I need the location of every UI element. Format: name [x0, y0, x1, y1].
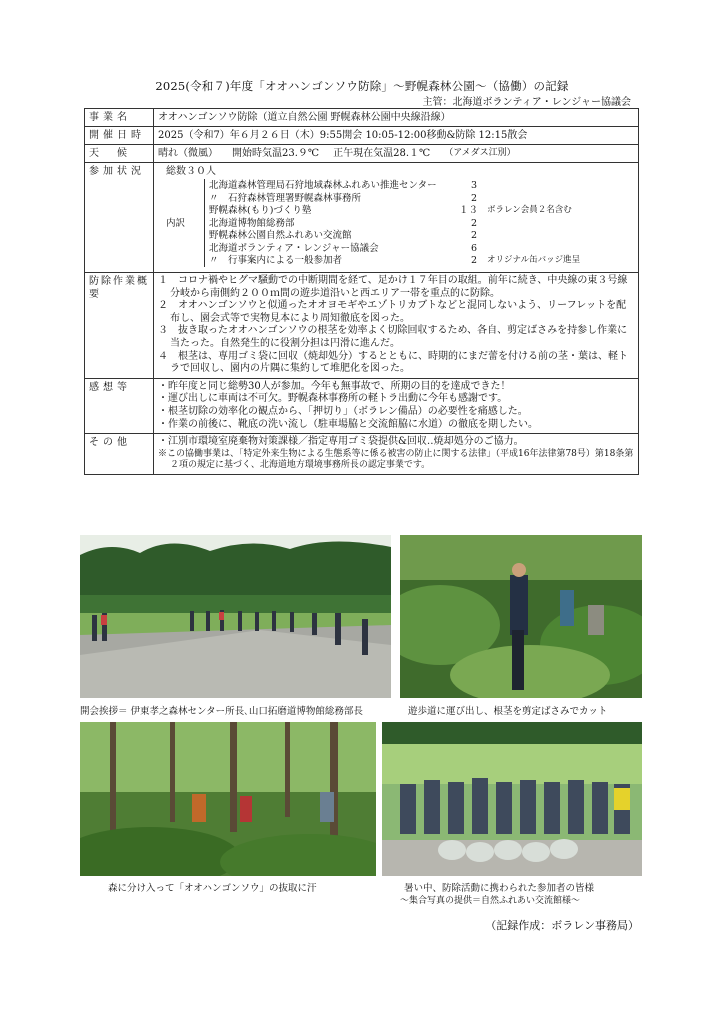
label-impressions: 感想等	[85, 378, 154, 433]
label-outline: 防除作業概要	[85, 273, 154, 379]
caption-group-sub: 〜集合写真の提供＝自然ふれあい交流館様〜	[400, 896, 581, 906]
photo-opening-image	[80, 535, 391, 698]
row-outline	[85, 273, 639, 379]
value-date: 2025（令和7）年６月２６日（木）9:55開会 10:05-12:00移動&防除 12:15散会	[154, 127, 639, 145]
photo-forest	[80, 722, 376, 876]
value-outline	[154, 273, 639, 379]
photo-cutting	[400, 535, 642, 698]
impression-item: ・作業の前後に、靴底の洗い流し（駐車場脇と交流館脇に水道）の徹底を期したい。	[158, 418, 538, 430]
page-title: 2025(令和７)年度「オオハンゴンソウ防除」〜野幌森林公園〜（協働）の記録	[155, 79, 569, 93]
value-other	[154, 434, 639, 475]
breakdown-label: 内訳	[166, 218, 186, 229]
weather-start-temp: 開始時気温23.９℃	[232, 148, 320, 159]
weather-noon-temp: 正午現在気温28.１℃	[333, 148, 431, 159]
row-project	[85, 109, 639, 127]
value-impressions	[154, 378, 639, 433]
outline-item: ２ オオハンゴンソウと似通ったオオヨモギやエゾトリカブトなどと混同しないよう、リーフレットを配布し、園会式等で実物見本により周知徹底を図った。	[158, 300, 627, 324]
organizer-line: 主管：北海道ボランティア・レンジャー協議会	[422, 97, 631, 108]
label-other: その他	[85, 434, 154, 475]
participant-row: 〃 石狩森林管理署野幌森林事務所 2	[209, 192, 477, 204]
footer-author: （記録作成：ボラレン事務局）	[485, 919, 639, 932]
label-participation: 参加状況	[85, 163, 154, 273]
participant-row: 北海道博物館総務部 2	[209, 217, 477, 229]
value-weather	[154, 145, 639, 163]
other-note: ※この協働事業は、「特定外来生物による生態系等に係る被害の防止に関する法律」（平成16年法律第78号）第18条第２項の規定に基づく、北海道地方環境事務所長の認定事業です。	[158, 448, 634, 471]
weather-source: （アメダス江別）	[444, 148, 516, 158]
value-participation	[154, 163, 639, 273]
photo-group-image	[382, 722, 642, 876]
row-weather	[85, 145, 639, 163]
participant-list	[204, 179, 580, 267]
row-impressions	[85, 378, 639, 433]
caption-group: 暑い中、防除活動に携わられた参加者の皆様	[404, 883, 595, 894]
value-project: オオハンゴンソウ防除（道立自然公園 野幌森林公園中央線沿線）	[154, 109, 639, 127]
label-weather: 天 候	[85, 145, 154, 163]
participant-row: 北海道森林管理局石狩地域森林ふれあい推進センター 3	[209, 180, 477, 191]
row-participation	[85, 163, 639, 273]
row-other	[85, 434, 639, 475]
impression-item: ・運び出しに車両は不可欠。野幌森林事務所の軽トラ出動に今年も感謝です。	[158, 393, 508, 405]
photo-group	[382, 722, 642, 876]
photo-forest-image	[80, 722, 376, 876]
label-project: 事業名	[85, 109, 154, 127]
photo-opening	[80, 535, 391, 698]
outline-item: ３ 抜き取ったオオハンゴンソウの根茎を効率よく切除回収するため、各自、剪定ばさみを持参し作業に当たった。自然発生的に役割分担は円滑に進んだ。	[158, 325, 628, 349]
weather-condition: 晴れ（微風）	[158, 148, 218, 159]
label-date: 開催日時	[85, 127, 154, 145]
participant-row: 野幌森林公園自然ふれあい交流館 2	[209, 230, 477, 241]
participant-row: 北海道ボランティア・レンジャー協議会 6	[209, 242, 477, 254]
record-table	[84, 108, 639, 475]
outline-item: １ コロナ禍やヒグマ騒動での中断期間を経て、足かけ１７年目の取組。前年に続き、中央線の東３号線分岐から南側約２００ｍ間の遊歩道沿いと西エリア一帯を重点的に防除。	[158, 275, 628, 299]
participant-row: 〃 行事案内による一般参加者 2 オリジナル缶バッジ進呈	[209, 255, 581, 266]
row-date	[85, 127, 639, 145]
participant-row: 野幌森林(もり)づくり塾 １３ ボラレン会員２名含む	[209, 205, 572, 216]
caption-cutting: 遊歩道に運び出し、根茎を剪定ばさみでカット	[408, 706, 608, 717]
participation-total: 総数３０人	[166, 166, 216, 177]
other-item: ・江別市環境室廃棄物対策課様／指定専用ゴミ袋提供&回収‥焼却処分のご協力。	[158, 436, 524, 448]
caption-forest: 森に分け入って「オオハンゴンソウ」の抜取に汗	[108, 883, 317, 894]
outline-item: ４ 根茎は、専用ゴミ袋に回収（焼却処分）するとともに、時期的にまだ蕾を付ける前の茎・葉は、軽トラで回収し、園内の片隅に集約して堆肥化を図った。	[158, 350, 628, 375]
impression-item: ・昨年度と同じ総勢30人が参加。今年も無事故で、所期の目的を達成できた！	[158, 380, 511, 392]
impression-item: ・根茎切除の効率化の観点から、「押切り」（ボラレン備品）の必要性を痛感した。	[158, 405, 528, 417]
photo-cutting-image	[400, 535, 642, 698]
caption-opening: 開会挨拶＝ 伊東孝之森林センター所長､山口拓磨道博物館総務部長	[80, 706, 363, 717]
